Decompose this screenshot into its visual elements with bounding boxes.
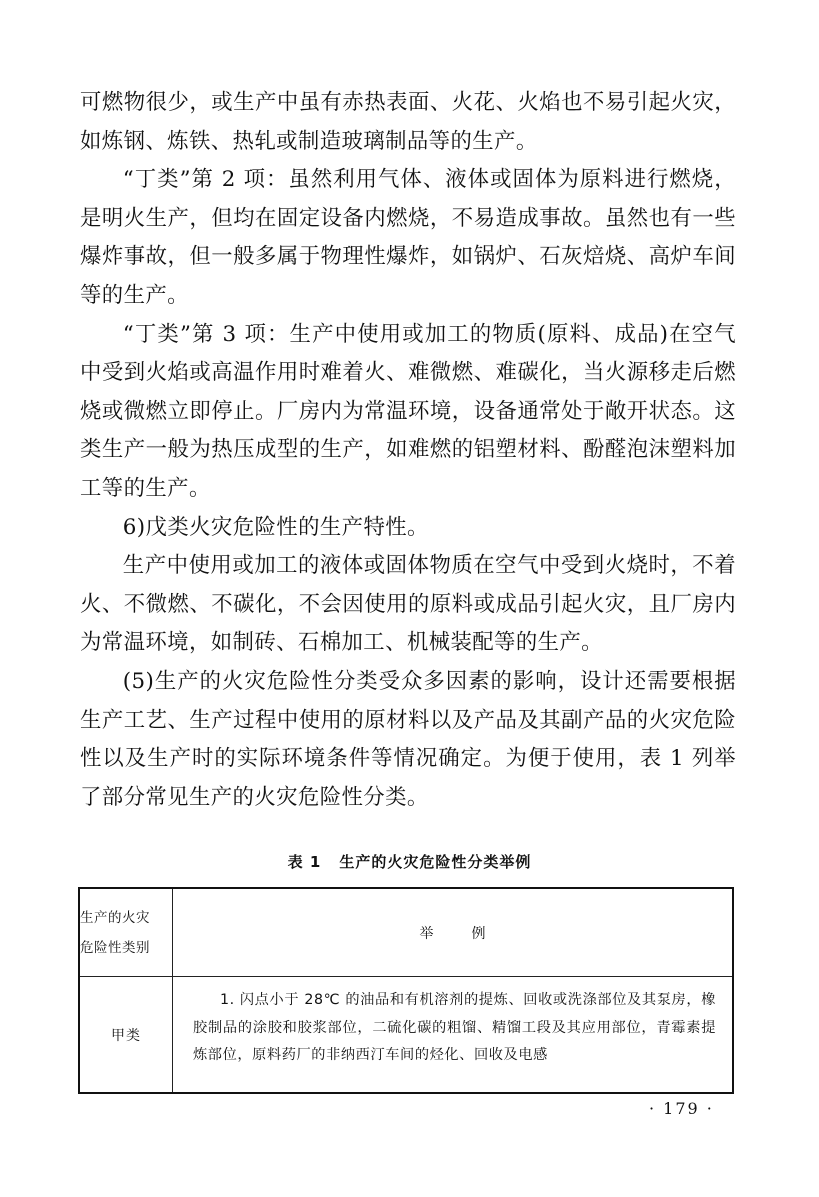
table-row [79,977,733,1094]
row-category: 甲类 [79,977,173,1094]
table-caption [0,851,819,872]
header-example-char2: 例 [471,925,486,942]
paragraph-5: 生产中使用或加工的液体或固体物质在空气中受到火烧时，不着火、不微燃、不碳化，不会因使用的原料或成品引起火灾，且厂房内为常温环境，如制砖、石棉加工、机械装配等的生产。 [80,553,736,656]
table-caption-title: 生产的火灾危险性分类举例 [339,853,532,871]
fire-hazard-table [78,887,734,1094]
row-example-text: 1. 闪点小于 28℃ 的油品和有机溶剂的提炼、回收或洗涤部位及其泵房，橡胶制品的涂胶和胶浆部位，二硫化碳的粗馏、精馏工段及其应用部位，青霉素提炼部位，原料药厂的非纳西汀车间的烃化、回收及电感 [193,992,716,1064]
paragraph-1: 可燃物很少，或生产中虽有赤热表面、火花、火焰也不易引起火灾，如炼钢、炼铁、热轧或制造玻璃制品等的生产。 [80,90,736,154]
body-text [80,84,736,817]
paragraph-6: (5)生产的火灾危险性分类受众多因素的影响，设计还需要根据生产工艺、生产过程中使用的原材料以及产品及其副产品的火灾危险性以及生产时的实际环境条件等情况确定。为便于使用，表 1 列举了部分常见生产的火灾危险性分类。 [80,668,736,810]
paragraph-3: “丁类”第 3 项：生产中使用或加工的物质(原料、成品)在空气中受到火焰或高温作用时难着火、难微燃、难碳化，当火源移走后燃烧或微燃立即停止。厂房内为常温环境，设备通常处于敞开状态。这类生产一般为热压成型的生产，如难燃的铝塑材料、酚醛泡沫塑料加工等的生产。 [80,321,736,501]
row-example [173,977,734,1094]
table-header-row [79,888,733,977]
page-number: · 179 · [649,1099,714,1118]
header-example [173,888,734,977]
paragraph-2: “丁类”第 2 项：虽然利用气体、液体或固体为原料进行燃烧，是明火生产，但均在固定设备内燃烧，不易造成事故。虽然也有一些爆炸事故，但一般多属于物理性爆炸，如锅炉、石灰焙烧、高炉车间等的生产。 [80,167,736,308]
header-category-line2: 危险性类别 [80,939,150,956]
header-example-char1: 举 [419,925,434,942]
header-category-line1: 生产的火灾 [80,909,150,926]
table-caption-label: 表 1 [287,853,322,871]
header-category [79,888,173,977]
paragraph-4-heading: 6)戊类火灾危险性的生产特性。 [122,514,429,540]
